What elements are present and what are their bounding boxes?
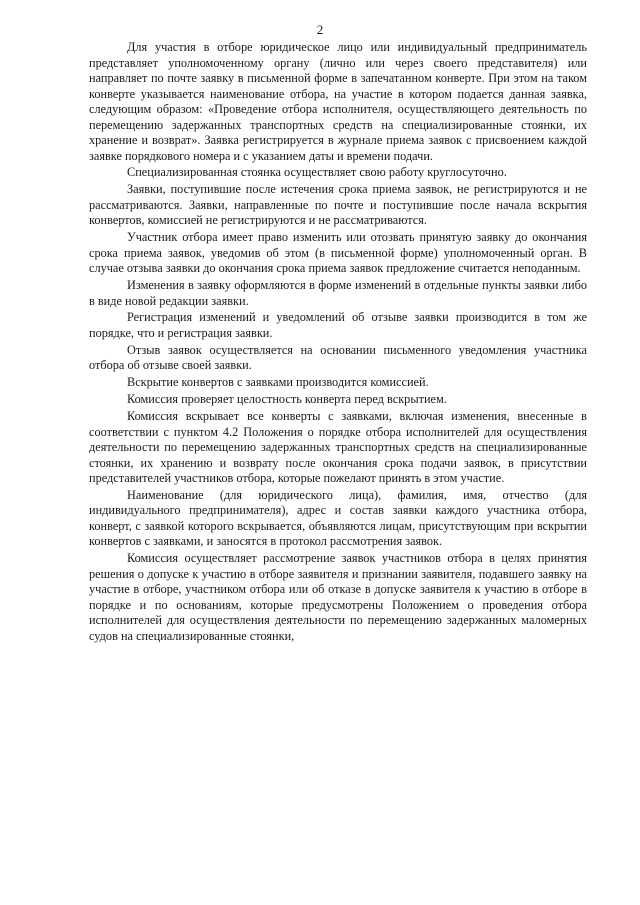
paragraph: Отзыв заявок осуществляется на основании письменного уведомления участника отбора об отзыве своей заявки. (89, 342, 587, 373)
paragraph: Комиссия осуществляет рассмотрение заявок участников отбора в целях принятия решения о допуске к участию в отборе заявителя и признании заявителя, подавшего заявку на участие в отборе, участником отбора или об отказе в допуске заявителя к участию в отборе в порядке и по основаниям, которые предусмотрены Положением о проведения отбора исполнителей для осуществления деятельности по перемещению задержанных маломерных судов на специализированные стоянки, (89, 551, 587, 643)
paragraph: Вскрытие конвертов с заявками производится комиссией. (127, 375, 429, 390)
paragraph: Регистрация изменений и уведомлений об отзыве заявки производится в том же порядке, что и регистрация заявки. (89, 310, 587, 340)
paragraph: Заявки, поступившие после истечения срока приема заявок, не регистрируются и не рассматриваются. Заявки, направленные по почте и поступившие после начала вскрытия конвертов, комиссией не регистрируются и не рассматриваются. (89, 182, 587, 228)
page-number: 2 (316, 22, 324, 37)
paragraph: Комиссия проверяет целостность конверта перед вскрытием. (127, 392, 447, 407)
paragraph: Специализированная стоянка осуществляет свою работу круглосуточно. (127, 165, 507, 180)
paragraph: Для участия в отборе юридическое лицо или индивидуальный предприниматель представляет уполномоченному органу (лично или через своего представителя) или направляет по почте заявку в письменной форме в запечатанном конверте. При этом на таком конверте указывается наименование отбора, на участие в котором подается данная заявка, следующим образом: «Проведение отбора исполнителя, осуществляющего деятельность по перемещению задержанных транспортных средств на специализированные стоянки, их хранение и возврат». Заявка регистрируется в журнале приема заявок с присвоением каждой заявке порядкового номера и с указанием даты и времени подачи. (89, 40, 587, 163)
document-body (89, 40, 587, 646)
paragraph: Комиссия вскрывает все конверты с заявками, включая изменения, внесенные в соответствии с пунктом 4.2 Положения о порядке отбора исполнителей для осуществления деятельности по перемещению задержанных транспортных средств на специализированные стоянки, их хранению и возврату после окончания срока подачи заявок, в присутствии представителей участников отбора, которые пожелают принять в этом участие. (89, 409, 587, 486)
paragraph: Участник отбора имеет право изменить или отозвать принятую заявку до окончания срока приема заявок, уведомив об этом (в письменной форме) уполномоченный орган. В случае отзыва заявки до окончания срока приема заявок предложение считается неподанным. (89, 230, 587, 276)
paragraph: Изменения в заявку оформляются в форме изменений в отдельные пункты заявки либо в виде новой редакции заявки. (89, 278, 587, 308)
paragraph: Наименование (для юридического лица), фамилия, имя, отчество (для индивидуального предпринимателя), адрес и состав заявки каждого участника отбора, конверт, с заявкой которого вскрывается, объявляются лицам, присутствующим при вскрытии конвертов с заявками, и заносятся в протокол рассмотрения заявок. (89, 487, 587, 549)
